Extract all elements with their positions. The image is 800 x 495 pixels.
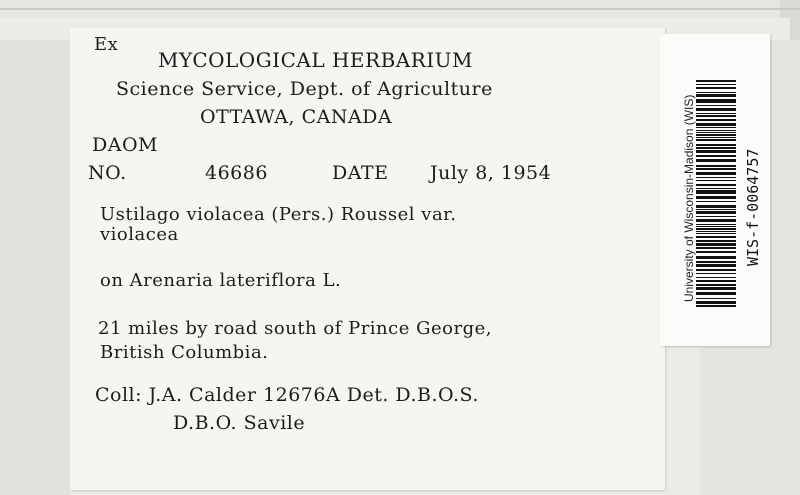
- barcode-bar: [696, 172, 736, 175]
- barcode-bar: [696, 273, 736, 274]
- barcode-bar: [696, 119, 736, 121]
- barcode-icon: [696, 80, 736, 310]
- institution-heading: MYCOLOGICAL HERBARIUM: [158, 48, 474, 72]
- barcode-bar: [696, 264, 736, 267]
- barcode-bar: [696, 284, 736, 286]
- barcode-bar: [696, 269, 736, 271]
- barcode-bar: [696, 113, 736, 114]
- host-text: on Arenaria lateriflora L.: [100, 270, 342, 291]
- barcode-bar: [696, 108, 736, 111]
- barcode-bar: [696, 226, 736, 227]
- locality-line1: 21 miles by road south of Prince George,: [98, 318, 492, 339]
- barcode-bar: [696, 243, 736, 246]
- collector-line2: D.B.O. Savile: [173, 412, 306, 434]
- barcode-bar: [696, 219, 736, 222]
- barcode-bar: [696, 188, 736, 189]
- barcode-bar: [696, 159, 736, 162]
- barcode-bar: [696, 94, 736, 97]
- barcode-bar: [696, 236, 736, 238]
- barcode-bar: [696, 209, 736, 210]
- barcode-bar: [696, 115, 736, 117]
- barcode-bar: [696, 184, 736, 186]
- barcode-bar: [696, 123, 736, 126]
- barcode-bar: [696, 292, 736, 295]
- barcode-bar: [696, 139, 736, 141]
- barcode-bar: [696, 305, 736, 307]
- barcode-bar: [696, 84, 736, 85]
- barcode-bar: [696, 165, 736, 167]
- barcode-bar: [696, 147, 736, 149]
- barcode-bar: [696, 177, 736, 178]
- barcode-bar: [696, 301, 736, 304]
- collection-date: July 8, 1954: [430, 162, 552, 184]
- barcode-institution-text: University of Wisconsin-Madison (WIS): [682, 94, 696, 302]
- barcode-bar: [696, 80, 736, 82]
- barcode-bar: [696, 277, 736, 278]
- barcode-bar: [696, 180, 736, 181]
- barcode-bar: [696, 132, 736, 133]
- fold-line: [0, 8, 800, 10]
- barcode-bar: [696, 205, 736, 208]
- barcode-bar: [696, 144, 736, 146]
- herbarium-code: DAOM: [92, 134, 158, 156]
- barcode-bar: [696, 168, 736, 170]
- barcode-bar: [696, 87, 736, 89]
- number-label: NO.: [88, 162, 127, 184]
- barcode-bar: [696, 256, 736, 259]
- collector-line1: Coll: J.A. Calder 12676A Det. D.B.O.S.: [95, 384, 479, 406]
- barcode-bar: [696, 201, 736, 202]
- barcode-bar: [696, 233, 736, 234]
- barcode-bar: [696, 134, 736, 136]
- packet-left-flap: [0, 40, 70, 495]
- barcode-bar: [696, 224, 736, 225]
- catalog-number: WIS-f-0064757: [744, 148, 762, 266]
- barcode-bar: [696, 298, 736, 299]
- herbarium-label: [70, 28, 665, 490]
- barcode-bar: [696, 240, 736, 242]
- barcode-bar: [696, 251, 736, 253]
- barcode-bar: [696, 216, 736, 217]
- barcode-card: [660, 34, 770, 346]
- barcode-bar: [696, 247, 736, 249]
- accession-number: 46686: [205, 162, 268, 184]
- location-text: OTTAWA, CANADA: [200, 106, 393, 128]
- barcode-bar: [696, 130, 736, 131]
- barcode-bar: [696, 228, 736, 230]
- barcode-bar: [696, 261, 736, 263]
- locality-line2: British Columbia.: [100, 342, 269, 363]
- barcode-bar: [696, 190, 736, 194]
- barcode-bar: [696, 211, 736, 214]
- barcode-bar: [696, 105, 736, 106]
- barcode-bar: [696, 231, 736, 232]
- barcode-bar: [696, 99, 736, 103]
- department-text: Science Service, Dept. of Agriculture: [116, 78, 493, 100]
- barcode-bar: [696, 287, 736, 290]
- barcode-bar: [696, 280, 736, 282]
- taxon-name-line2: violacea: [100, 224, 179, 245]
- barcode-bar: [696, 196, 736, 199]
- ex-text: Ex: [94, 34, 119, 55]
- taxon-name-line1: Ustilago violacea (Pers.) Roussel var.: [100, 204, 457, 225]
- barcode-bar: [696, 137, 736, 138]
- barcode-bar: [696, 150, 736, 153]
- date-label: DATE: [332, 162, 389, 184]
- barcode-bar: [696, 155, 736, 157]
- barcode-bar: [696, 92, 736, 93]
- barcode-bar: [696, 127, 736, 128]
